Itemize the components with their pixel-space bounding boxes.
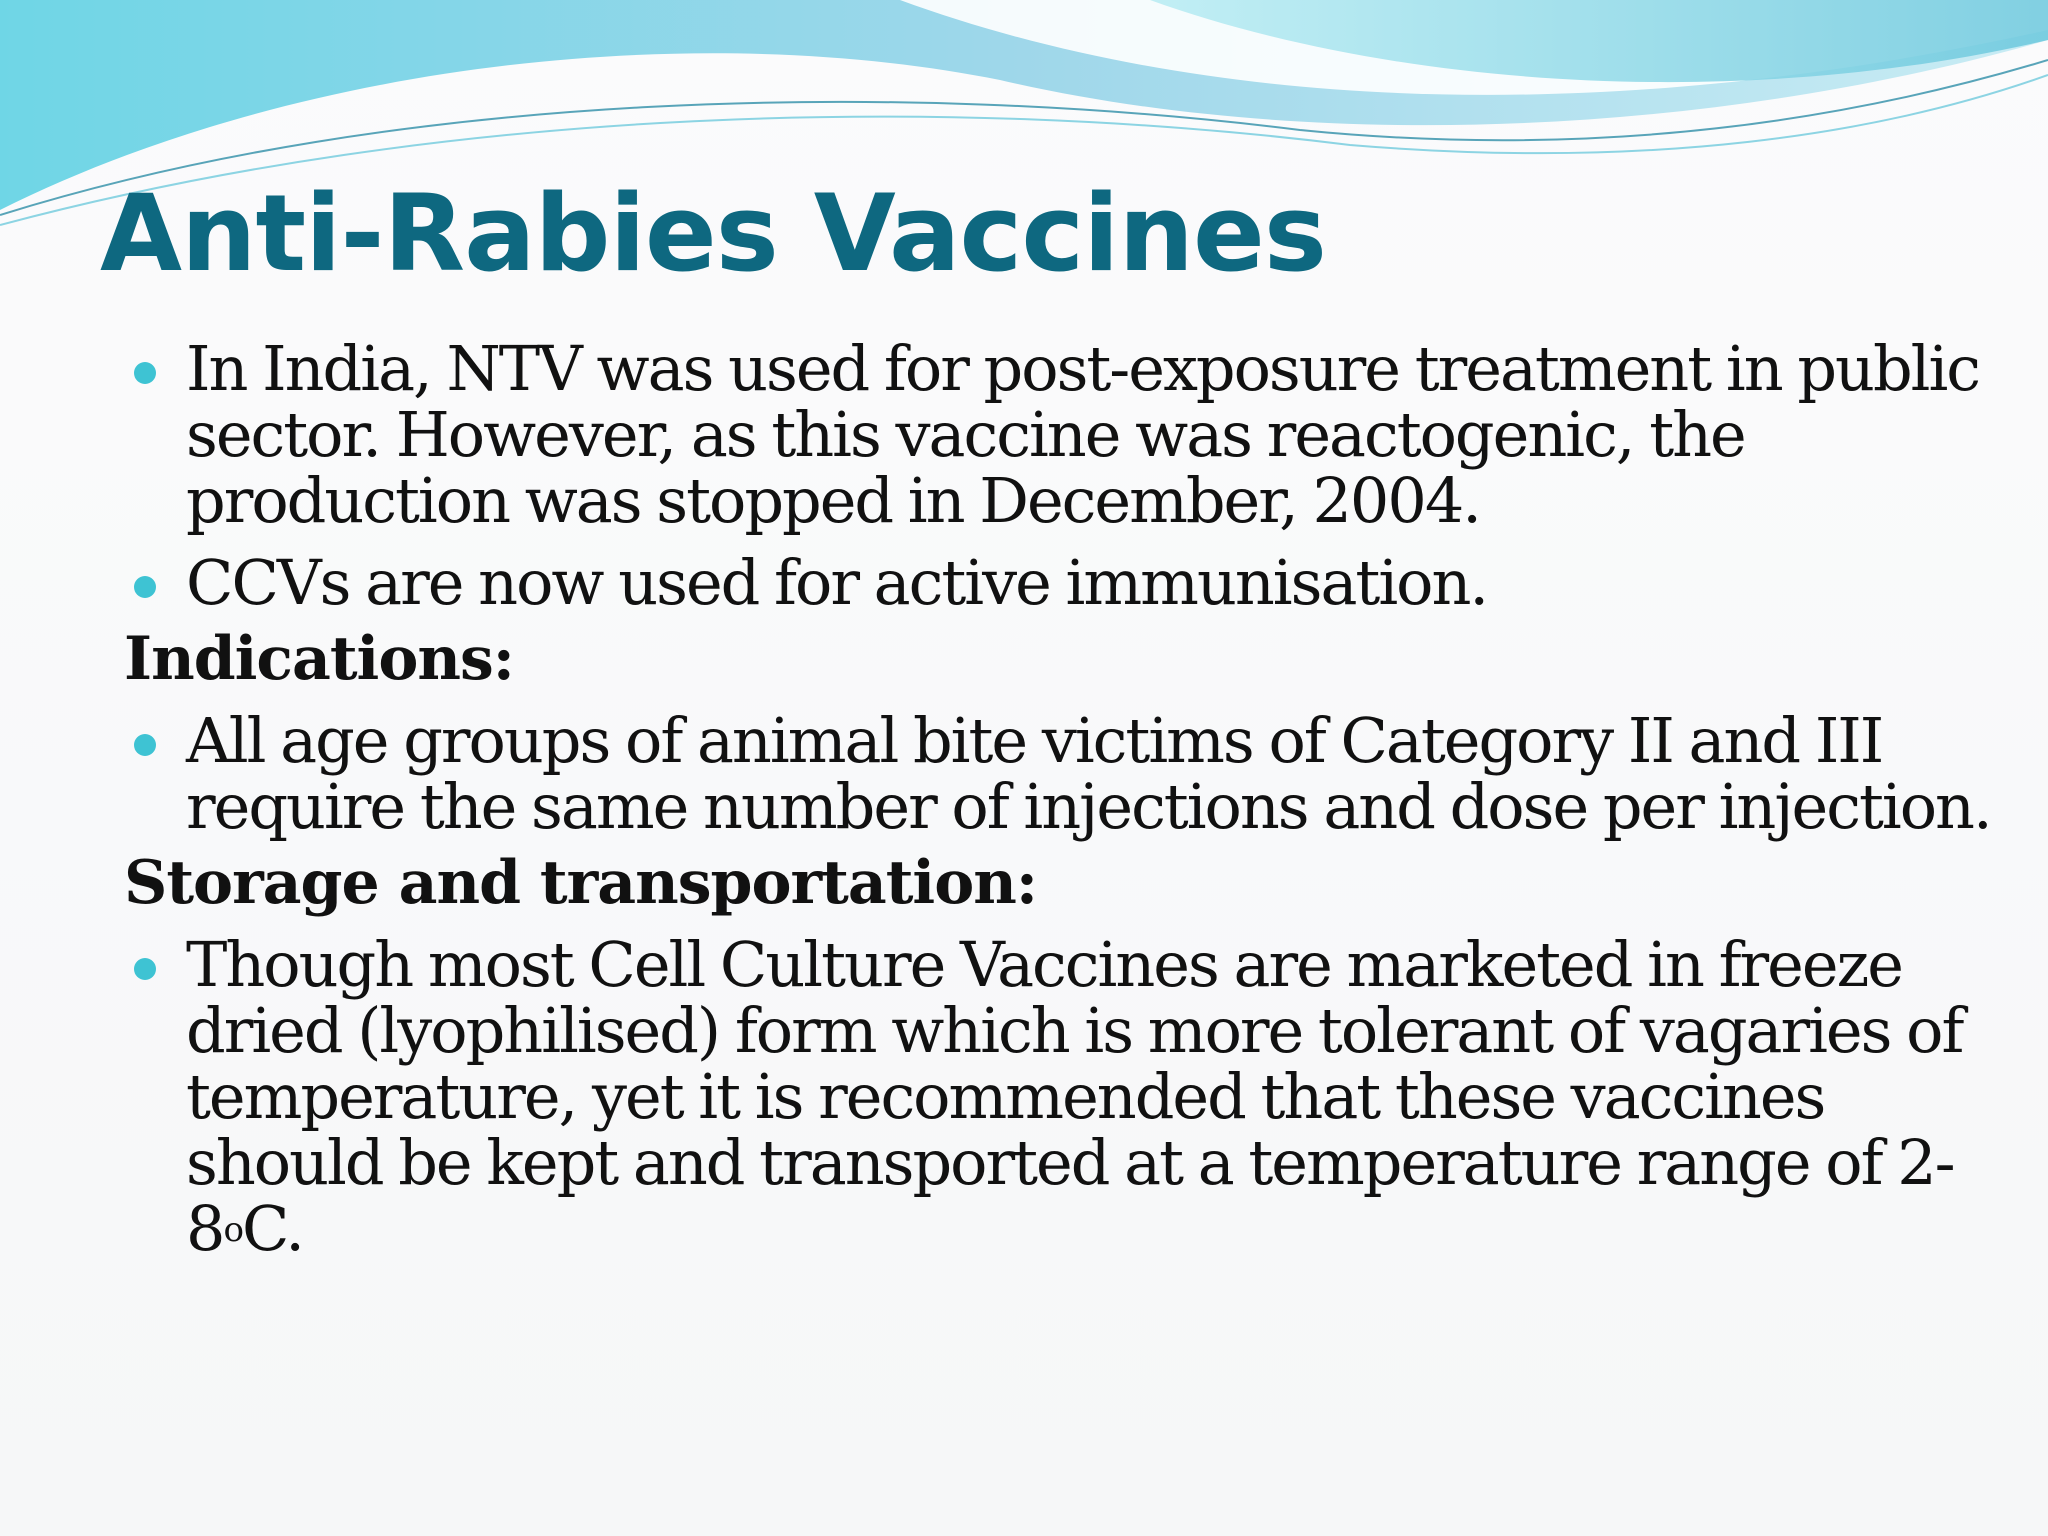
- bullet-text: In India, NTV was used for post-exposure treatment in public sector. However, as this vaccine was reactogenic, the production was stopped in December, 2004.: [186, 332, 1980, 537]
- section-heading-storage: Storage and transportation:: [124, 848, 1037, 918]
- bullet-text-tail: C.: [241, 1192, 303, 1265]
- degree-superscript: o: [223, 1210, 242, 1251]
- slide-title: Anti-Rabies Vaccines: [100, 172, 1326, 295]
- slide-body: [124, 332, 2004, 1265]
- bullet-dot-icon: [134, 362, 156, 384]
- bullet-item-ntv: [124, 332, 2004, 537]
- bullet-item-ccv: [124, 546, 2004, 619]
- bullet-text: All age groups of animal bite victims of Category II and III require the same number of injections and dose per injection.: [186, 704, 1991, 843]
- bullet-dot-icon: [134, 958, 156, 980]
- bullet-dot-icon: [134, 734, 156, 756]
- bullet-item-storage: [124, 928, 2004, 1265]
- bullet-dot-icon: [134, 576, 156, 598]
- bullet-text: Though most Cell Culture Vaccines are marketed in freeze dried (lyophilised) form which is more tolerant of vagaries of temperature, yet it is recommended that these vaccines should be kept and transported at a temperature range of 2-8: [186, 928, 1963, 1265]
- section-heading-indications: Indications:: [124, 624, 514, 694]
- bullet-item-indications: [124, 704, 2004, 843]
- bullet-text: CCVs are now used for active immunisation.: [186, 546, 1488, 619]
